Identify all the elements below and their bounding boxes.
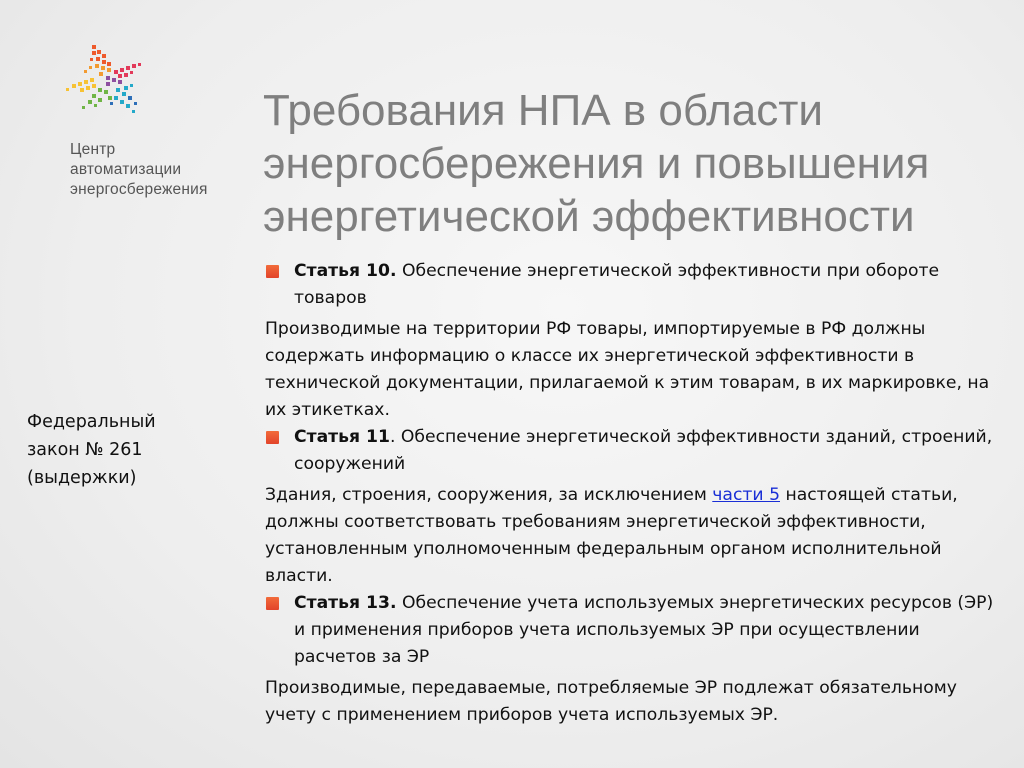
sidenote-line-1: Федеральный: [27, 412, 156, 432]
article-13-bullet: [265, 590, 1024, 671]
law-sidenote: [27, 408, 227, 492]
article-11-heading-line-2: сооружений: [294, 454, 406, 474]
article-11-body-line: установленным уполномоченным федеральным органом исполнительной: [265, 539, 942, 559]
article-13-body-line: учету с применением приборов учета используемых ЭР.: [265, 705, 779, 725]
sidenote-line-3: (выдержки): [27, 468, 137, 488]
article-10-label: Статья 10.: [294, 261, 397, 281]
logo-text: [70, 140, 208, 200]
logo-text-line-3: энергосбережения: [70, 181, 208, 198]
article-13-heading-line-3: расчетов за ЭР: [294, 647, 430, 667]
star-mosaic-logo-icon: [62, 40, 242, 140]
sidenote-line-2: закон № 261: [27, 440, 143, 460]
article-11-label: Статья 11: [294, 427, 390, 447]
slide-title-line-2: энергосбережения и повышения: [263, 139, 930, 188]
article-11-body-line: власти.: [265, 566, 333, 586]
article-10-body-line: Производимые на территории РФ товары, импортируемые в РФ должны: [265, 319, 926, 339]
bullet-square-icon: [266, 265, 279, 278]
article-10-body: [265, 316, 1024, 424]
article-11-heading-line-1: [294, 424, 1024, 451]
part-5-link[interactable]: части 5: [712, 485, 780, 505]
article-13-heading-line-1: [294, 590, 1024, 617]
slide-title-line-3: энергетической эффективности: [263, 192, 915, 241]
article-11-body: [265, 482, 1024, 590]
article-11-body-line: должны соответствовать требованиям энергетической эффективности,: [265, 512, 926, 532]
article-10-body-line: содержать информацию о классе их энергетической эффективности в: [265, 346, 915, 366]
article-13-heading-text: Обеспечение учета используемых энергетических ресурсов (ЭР): [396, 593, 994, 613]
article-10-heading-line-2: товаров: [294, 288, 367, 308]
article-10-bullet: [265, 258, 1024, 312]
article-10-body-line: технической документации, прилагаемой к этим товарам, в их маркировке, на: [265, 373, 990, 393]
article-11-body-text-before: Здания, строения, сооружения, за исключением: [265, 485, 713, 505]
bullet-square-icon: [266, 431, 279, 444]
article-11-body-line-1: [265, 482, 1024, 509]
logo-text-line-1: Центр: [70, 141, 116, 158]
bullet-square-icon: [266, 597, 279, 610]
article-11-bullet: [265, 424, 1024, 478]
article-11-body-text-after: настоящей статьи,: [780, 485, 958, 505]
article-13-body: [265, 675, 1024, 729]
article-10-body-line: их этикетках.: [265, 400, 390, 420]
article-13-label: Статья 13.: [294, 593, 397, 613]
slide-title-line-1: Требования НПА в области: [263, 86, 823, 135]
logo: [62, 40, 242, 210]
article-13-body-line: Производимые, передаваемые, потребляемые ЭР подлежат обязательному: [265, 678, 957, 698]
article-10-heading-line-1: [294, 258, 1024, 285]
slide-content: [265, 258, 1024, 729]
article-11-heading-text: . Обеспечение энергетической эффективности зданий, строений,: [389, 427, 993, 447]
article-13-heading-line-2: и применения приборов учета используемых ЭР при осуществлении: [294, 620, 920, 640]
logo-text-line-2: автоматизации: [70, 161, 182, 178]
article-10-heading-text: Обеспечение энергетической эффективности при обороте: [396, 261, 940, 281]
slide-title: [263, 84, 1023, 243]
